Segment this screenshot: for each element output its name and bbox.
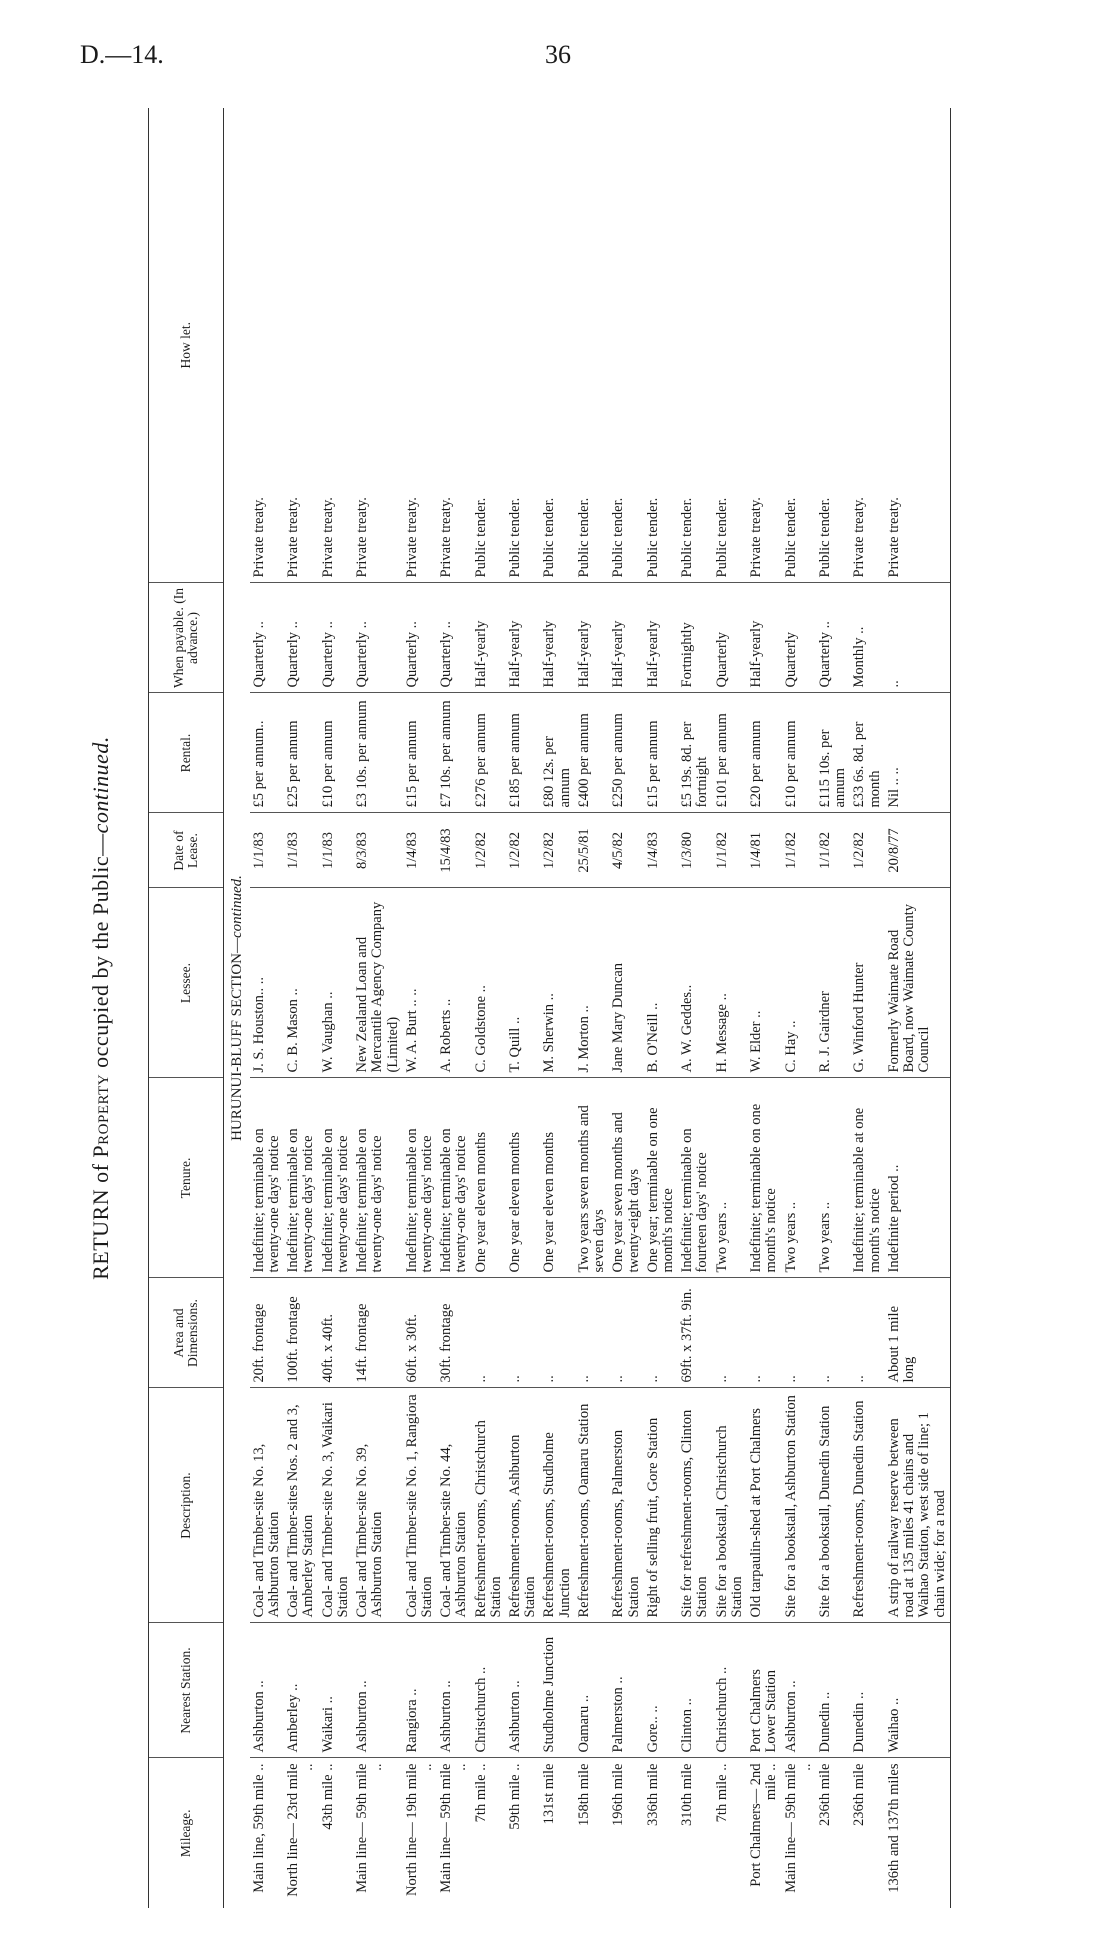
cell-description: Site for refreshment-rooms, Clinton Station [678, 1388, 712, 1623]
cell-how: Private treaty. [885, 108, 950, 583]
column-header: Lessee. [149, 888, 224, 1078]
cell-lessee: A. Roberts .. [437, 888, 471, 1078]
column-header: How let. [149, 108, 224, 583]
cell-mileage: 236th mile [816, 1763, 833, 1826]
cell-how: Public tender. [678, 108, 712, 583]
cell-how: Private treaty. [250, 108, 284, 583]
cell-area: .. [816, 1278, 850, 1388]
cell-date: 1/1/82 [713, 813, 747, 888]
cell-station: Waihao .. [885, 1623, 950, 1758]
cell-area: 30ft. frontage [437, 1278, 471, 1388]
column-header: Nearest Station. [149, 1623, 224, 1758]
cell-lessee: H. Message .. [713, 888, 747, 1078]
cell-when: Quarterly [782, 583, 816, 693]
cell-description: Refreshment-rooms, Palmerston Station [609, 1388, 643, 1623]
cell-description: Coal- and Timber-site No. 1, Rangiora Station [403, 1388, 437, 1623]
cell-date: 1/2/82 [850, 813, 884, 888]
cell-station: Port Chalmers Lower Station [747, 1623, 781, 1758]
cell-station: Ashburton .. [250, 1623, 284, 1758]
cell-station: Oamaru .. [575, 1623, 609, 1758]
cell-how: Private treaty. [850, 108, 884, 583]
column-header: Description. [149, 1388, 224, 1623]
cell-description: Coal- and Timber-site No. 3, Waikari Station [319, 1388, 353, 1623]
cell-when: Quarterly .. [353, 583, 403, 693]
cell-lessee: W. Elder .. [747, 888, 781, 1078]
cell-station: Ashburton .. [506, 1623, 540, 1758]
cell-mileage: 336th mile [644, 1763, 661, 1826]
cell-when: Quarterly .. [816, 583, 850, 693]
page-number: 36 [545, 40, 571, 69]
table-row [540, 108, 574, 1908]
cell-area: .. [713, 1278, 747, 1388]
table-row [353, 108, 403, 1908]
table-row [816, 108, 850, 1908]
cell-lessee: C. Goldstone .. [472, 888, 506, 1078]
cell-station: Dunedin .. [816, 1623, 850, 1758]
cell-rental: £10 per annum [782, 693, 816, 813]
cell-mileage: North line— 23rd mile .. [285, 1763, 317, 1897]
cell-rental: Nil .. .. [885, 693, 950, 813]
table-row [575, 108, 609, 1908]
cell-how: Public tender. [782, 108, 816, 583]
cell-rental: £80 12s. per annum [540, 693, 574, 813]
cell-date: 1/4/81 [747, 813, 781, 888]
cell-rental: £15 per annum [403, 693, 437, 813]
cell-tenure: Indefinite; terminable on one month's notice [747, 1078, 781, 1278]
cell-area: 40ft. x 40ft. [319, 1278, 353, 1388]
cell-lessee: New Zealand Loan and Mercantile Agency Company (Limited) [353, 888, 403, 1078]
cell-area: .. [506, 1278, 540, 1388]
cell-date: 1/1/82 [816, 813, 850, 888]
column-header: When payable. (In advance.) [149, 583, 224, 693]
cell-area: .. [575, 1278, 609, 1388]
table-row [250, 108, 284, 1908]
cell-how: Private treaty. [353, 108, 403, 583]
cell-lessee: A. W. Geddes.. [678, 888, 712, 1078]
cell-tenure: One year seven months and twenty-eight days [609, 1078, 643, 1278]
cell-area: .. [850, 1278, 884, 1388]
cell-rental: £25 per annum [284, 693, 318, 813]
cell-station: Clinton .. [678, 1623, 712, 1758]
cell-how: Public tender. [540, 108, 574, 583]
cell-date: 25/5/81 [575, 813, 609, 888]
title-italic: continued. [88, 736, 113, 834]
cell-how: Private treaty. [284, 108, 318, 583]
cell-tenure: One year eleven months [506, 1078, 540, 1278]
cell-area: 60ft. x 30ft. [403, 1278, 437, 1388]
cell-tenure: Indefinite; terminable on twenty-one days' notice [403, 1078, 437, 1278]
cell-description: Site for a bookstall, Ashburton Station [782, 1388, 816, 1623]
cell-description: Refreshment-rooms, Oamaru Station [575, 1388, 609, 1623]
cell-tenure: One year eleven months [540, 1078, 574, 1278]
cell-date: 15/4/83 [437, 813, 471, 888]
cell-description: Refreshment-rooms, Ashburton Station [506, 1388, 540, 1623]
cell-date: 1/4/83 [644, 813, 678, 888]
cell-mileage: Main line, 59th mile .. [250, 1763, 267, 1893]
cell-tenure: Indefinite; terminable on twenty-one days' notice [353, 1078, 403, 1278]
cell-date: 1/1/82 [782, 813, 816, 888]
cell-when: Fortnightly [678, 583, 712, 693]
table-row [644, 108, 678, 1908]
title-small-caps: Property [88, 1073, 113, 1158]
cell-rental: £400 per annum [575, 693, 609, 813]
cell-date: 20/8/77 [885, 813, 950, 888]
cell-mileage: Main line— 59th mile .. [438, 1763, 470, 1893]
cell-tenure: One year; terminable on one month's notice [644, 1078, 678, 1278]
cell-when: Half-yearly [609, 583, 643, 693]
cell-station: Ashburton .. [437, 1623, 471, 1758]
title-prefix: RETURN of [88, 1157, 113, 1280]
cell-date: 4/5/82 [609, 813, 643, 888]
cell-station: Gore.. .. [644, 1623, 678, 1758]
cell-when: Quarterly [713, 583, 747, 693]
cell-lessee: G. Winford Hunter [850, 888, 884, 1078]
cell-description: A strip of railway reserve between road at 135 miles 41 chains and Waihao Station, west side of line; 1 chain wide; for a road [885, 1388, 950, 1623]
table-row [319, 108, 353, 1908]
cell-date: 1/2/82 [540, 813, 574, 888]
property-return-table [148, 108, 951, 1908]
cell-station: Dunedin .. [850, 1623, 884, 1758]
cell-description: Right of selling fruit, Gore Station [644, 1388, 678, 1623]
cell-mileage: 43th mile .. [319, 1763, 336, 1830]
cell-lessee: W. Vaughan .. [319, 888, 353, 1078]
cell-station: Christchurch .. [713, 1623, 747, 1758]
cell-date: 1/1/83 [284, 813, 318, 888]
section-row [224, 108, 250, 1908]
cell-area: 100ft. frontage [284, 1278, 318, 1388]
table-row [403, 108, 437, 1908]
cell-date: 1/1/83 [250, 813, 284, 888]
document-code: D.—14. [80, 40, 164, 69]
cell-mileage: Main line— 59th mile .. [354, 1763, 386, 1893]
section-title [224, 108, 250, 1908]
cell-lessee: Formerly Waimate Road Board, now Waimate County Council [885, 888, 950, 1078]
cell-lessee: R. J. Gairdner [816, 888, 850, 1078]
cell-rental: £10 per annum [319, 693, 353, 813]
cell-tenure: Indefinite; terminable on twenty-one days' notice [319, 1078, 353, 1278]
table-row [437, 108, 471, 1908]
table-row [506, 108, 540, 1908]
table-row [747, 108, 781, 1908]
cell-description: Old tarpaulin-shed at Port Chalmers [747, 1388, 781, 1623]
cell-date: 1/3/80 [678, 813, 712, 888]
cell-station: Studholme Junction [540, 1623, 574, 1758]
cell-when: Monthly .. [850, 583, 884, 693]
cell-rental: £250 per annum [609, 693, 643, 813]
cell-tenure: Two years seven months and seven days [575, 1078, 609, 1278]
cell-description: Coal- and Timber-site No. 39, Ashburton Station [353, 1388, 403, 1623]
cell-tenure: Two years .. [782, 1078, 816, 1278]
cell-when: Half-yearly [747, 583, 781, 693]
cell-station: Rangiora .. [403, 1623, 437, 1758]
cell-how: Private treaty. [403, 108, 437, 583]
table-title [88, 108, 132, 1908]
cell-mileage: 236th mile [851, 1763, 868, 1826]
cell-tenure: Two years .. [816, 1078, 850, 1278]
cell-station: Waikari .. [319, 1623, 353, 1758]
cell-station: Christchurch .. [472, 1623, 506, 1758]
cell-rental: £5 per annum.. [250, 693, 284, 813]
cell-when: Quarterly .. [250, 583, 284, 693]
cell-rental: £276 per annum [472, 693, 506, 813]
cell-mileage: 7th mile .. [472, 1763, 489, 1823]
cell-station: Ashburton .. [782, 1623, 816, 1758]
title-rest: occupied by the Public— [88, 833, 113, 1074]
cell-how: Public tender. [609, 108, 643, 583]
cell-rental: £7 10s. per annum [437, 693, 471, 813]
column-header: Area and Dimensions. [149, 1278, 224, 1388]
rotated-table-frame [88, 108, 1038, 1908]
cell-area: .. [782, 1278, 816, 1388]
cell-station: Amberley .. [284, 1623, 318, 1758]
cell-mileage: Main line— 59th mile .. [782, 1763, 814, 1893]
cell-when: Quarterly .. [437, 583, 471, 693]
cell-when: Half-yearly [540, 583, 574, 693]
table-row [885, 108, 950, 1908]
cell-mileage: 7th mile .. [713, 1763, 730, 1823]
cell-rental: £101 per annum [713, 693, 747, 813]
table-row [609, 108, 643, 1908]
cell-description: Refreshment-rooms, Studholme Junction [540, 1388, 574, 1623]
cell-area: .. [540, 1278, 574, 1388]
cell-lessee: Jane Mary Duncan [609, 888, 643, 1078]
cell-tenure: Indefinite; terminable at one month's notice [850, 1078, 884, 1278]
cell-lessee: W. A. Burt .. .. [403, 888, 437, 1078]
cell-tenure: One year eleven months [472, 1078, 506, 1278]
cell-description: Site for a bookstall, Dunedin Station [816, 1388, 850, 1623]
cell-rental: £15 per annum [644, 693, 678, 813]
cell-description: Coal- and Timber-site No. 44, Ashburton Station [437, 1388, 471, 1623]
cell-area: 20ft. frontage [250, 1278, 284, 1388]
cell-mileage: North line— 19th mile .. [403, 1763, 435, 1896]
cell-tenure: Two years .. [713, 1078, 747, 1278]
cell-mileage: Port Chalmers— 2nd mile .. [748, 1763, 780, 1887]
cell-how: Private treaty. [319, 108, 353, 583]
cell-area: 14ft. frontage [353, 1278, 403, 1388]
cell-mileage: 158th mile [575, 1763, 592, 1826]
cell-how: Private treaty. [437, 108, 471, 583]
cell-rental: £3 10s. per annum [353, 693, 403, 813]
cell-tenure: Indefinite period .. [885, 1078, 950, 1278]
cell-when: Half-yearly [575, 583, 609, 693]
cell-mileage: 59th mile .. [507, 1763, 524, 1830]
cell-lessee: J. Morton .. [575, 888, 609, 1078]
cell-mileage: 136th and 137th miles [885, 1758, 950, 1908]
cell-area: About 1 mile long [885, 1278, 950, 1388]
cell-when: .. [885, 583, 950, 693]
cell-when: Quarterly .. [403, 583, 437, 693]
cell-area: 69ft. x 37ft. 9in. [678, 1278, 712, 1388]
cell-mileage: 196th mile [610, 1763, 627, 1826]
cell-tenure: Indefinite; terminable on twenty-one days' notice [284, 1078, 318, 1278]
cell-area: .. [609, 1278, 643, 1388]
cell-date: 1/2/82 [472, 813, 506, 888]
cell-how: Public tender. [575, 108, 609, 583]
cell-how: Public tender. [472, 108, 506, 583]
cell-lessee: C. Hay .. [782, 888, 816, 1078]
cell-mileage: 310th mile [679, 1763, 696, 1826]
cell-lessee: C. B. Mason .. [284, 888, 318, 1078]
cell-description: Coal- and Timber-site No. 13, Ashburton Station [250, 1388, 284, 1623]
table-row [713, 108, 747, 1908]
cell-station: Palmerston .. [609, 1623, 643, 1758]
cell-rental: £115 10s. per annum [816, 693, 850, 813]
cell-area: .. [747, 1278, 781, 1388]
cell-tenure: Indefinite; terminable on fourteen days' notice [678, 1078, 712, 1278]
cell-area: .. [472, 1278, 506, 1388]
section-italic: continued. [229, 875, 245, 938]
cell-date: 1/1/83 [319, 813, 353, 888]
cell-when: Half-yearly [644, 583, 678, 693]
cell-how: Public tender. [713, 108, 747, 583]
cell-date: 1/2/82 [506, 813, 540, 888]
cell-how: Public tender. [816, 108, 850, 583]
cell-when: Quarterly .. [319, 583, 353, 693]
column-header: Date of Lease. [149, 813, 224, 888]
cell-lessee: T. Quill .. [506, 888, 540, 1078]
table-row [782, 108, 816, 1908]
table-row [472, 108, 506, 1908]
cell-mileage: 131st mile [541, 1763, 558, 1825]
header-row [149, 108, 224, 1908]
table-body [224, 108, 951, 1908]
cell-how: Public tender. [506, 108, 540, 583]
cell-description: Refreshment-rooms, Christchurch Station [472, 1388, 506, 1623]
cell-date: 8/3/83 [353, 813, 403, 888]
cell-rental: £33 6s. 8d. per month [850, 693, 884, 813]
cell-how: Private treaty. [747, 108, 781, 583]
cell-rental: £20 per annum [747, 693, 781, 813]
table-row [678, 108, 712, 1908]
cell-rental: £5 19s. 8d. per fortnight [678, 693, 712, 813]
cell-tenure: Indefinite; terminable on twenty-one days' notice [250, 1078, 284, 1278]
cell-date: 1/4/83 [403, 813, 437, 888]
section-name: HURUNUI-BLUFF SECTION— [229, 937, 245, 1141]
column-header: Tenure. [149, 1078, 224, 1278]
cell-description: Site for a bookstall, Christchurch Station [713, 1388, 747, 1623]
cell-lessee: J. S. Houston.. .. [250, 888, 284, 1078]
column-header: Rental. [149, 693, 224, 813]
cell-area: .. [644, 1278, 678, 1388]
cell-when: Half-yearly [472, 583, 506, 693]
column-header: Mileage. [149, 1758, 224, 1908]
cell-how: Public tender. [644, 108, 678, 583]
cell-rental: £185 per annum [506, 693, 540, 813]
cell-description: Coal- and Timber-sites Nos. 2 and 3, Amberley Station [284, 1388, 318, 1623]
cell-lessee: M. Sherwin .. [540, 888, 574, 1078]
table-row [284, 108, 318, 1908]
cell-when: Quarterly .. [284, 583, 318, 693]
cell-description: Refreshment-rooms, Dunedin Station [850, 1388, 884, 1623]
cell-station: Ashburton .. [353, 1623, 403, 1758]
table-row [850, 108, 884, 1908]
cell-lessee: B. O'Neill .. [644, 888, 678, 1078]
cell-tenure: Indefinite; terminable on twenty-one days' notice [437, 1078, 471, 1278]
cell-when: Half-yearly [506, 583, 540, 693]
